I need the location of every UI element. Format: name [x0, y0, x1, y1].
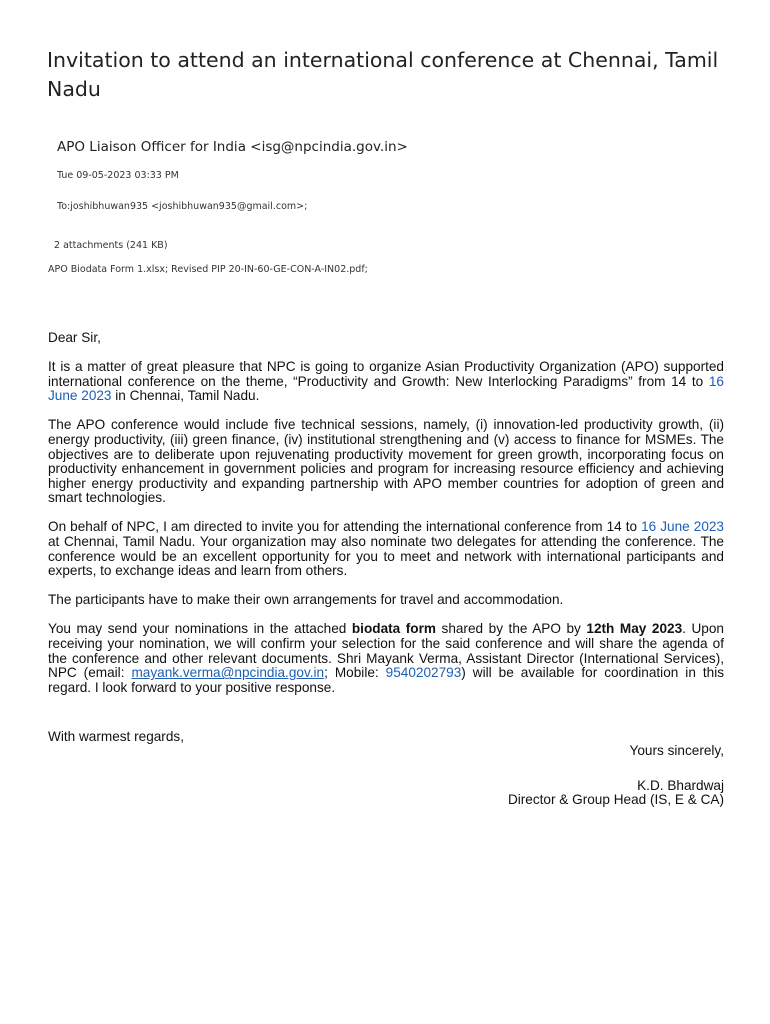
p3-text: On behalf of NPC, I am directed to invite you for attending the international conference from 14 to	[48, 519, 642, 535]
email-date: Tue 09-05-2023 03:33 PM	[57, 170, 179, 181]
attachments-list[interactable]: APO Biodata Form 1.xlsx; Revised PIP 20-IN-60-GE-CON-A-IN02.pdf;	[48, 264, 368, 275]
p5-text: You may send your nominations in the attached	[48, 621, 352, 637]
p3-text-end: at Chennai, Tamil Nadu. Your organization may also nominate two delegates for attending the conference. The conference would be an excellent opportunity for you to meet and network with international participants and experts, to exchange ideas and learn from others.	[48, 534, 724, 579]
email-body	[48, 331, 724, 710]
p5-text-4: ; Mobile:	[324, 665, 386, 681]
recipient[interactable]: joshibhuwan935 <joshibhuwan935@gmail.com>;	[70, 201, 308, 212]
signature-block	[508, 744, 724, 808]
biodata-form-text: biodata form	[351, 621, 436, 637]
deadline-text: 12th May 2023	[586, 621, 683, 637]
p1-text: It is a matter of great pleasure that NPC is going to organize Asian Productivity Organization (APO) supported international conference on the theme, “Productivity and Growth: New Interlocking Paradigms” from 14 to	[48, 359, 724, 389]
regards-line: With warmest regards,	[48, 729, 184, 744]
to-label: To:	[57, 201, 71, 212]
email-sender[interactable]: APO Liaison Officer for India <isg@npcindia.gov.in>	[57, 139, 408, 155]
attachments-count[interactable]: 2 attachments (241 KB)	[54, 240, 168, 251]
p5-text-5: ) will be available for coordination in this regard. I look forward to your positive response.	[48, 665, 725, 695]
paragraph-4: The participants have to make their own arrangements for travel and accommodation.	[48, 592, 564, 608]
greeting: Dear Sir,	[48, 330, 101, 345]
email-link[interactable]: mayank.verma@npcindia.gov.in	[131, 665, 325, 681]
date-link[interactable]: 16 June 2023	[48, 373, 724, 404]
email-recipients	[57, 201, 307, 212]
paragraph-2: The APO conference would include five technical sessions, namely, (i) innovation-led productivity growth, (ii) energy productivity, (iii) green finance, (iv) institutional strengthening and (v) access to finance for MSMEs. The objectives are to deliberate upon rejuvenating productivity movement for green growth, incorporating focus on productivity enhancement in government policies and program for increasing resource efficiency and achieving higher energy productivity and expanding partnership with APO member countries for adoption of green and smart technologies.	[48, 417, 724, 506]
p5-text-2: shared by the APO by	[435, 621, 587, 637]
phone-link[interactable]: 9540202793	[385, 665, 462, 681]
signer-title: Director & Group Head (IS, E & CA)	[507, 792, 724, 808]
paragraph-5	[48, 622, 724, 695]
p5-text-3: . Upon receiving your nomination, we will confirm your selection for the said conference and will share the agenda of the conference and other relevant documents. Shri Mayank Verma, Assistant Director (International Services), NPC (email:	[48, 621, 724, 681]
email-subject: Invitation to attend an international conference at Chennai, Tamil Nadu	[47, 48, 719, 101]
date-link[interactable]: 16 June 2023	[641, 519, 724, 535]
closing-line: Yours sincerely,	[629, 743, 724, 758]
paragraph-3	[48, 520, 724, 578]
paragraph-1	[48, 360, 724, 404]
p1-text-end: in Chennai, Tamil Nadu.	[111, 388, 260, 404]
signer-name: K.D. Bhardwaj	[637, 777, 724, 793]
